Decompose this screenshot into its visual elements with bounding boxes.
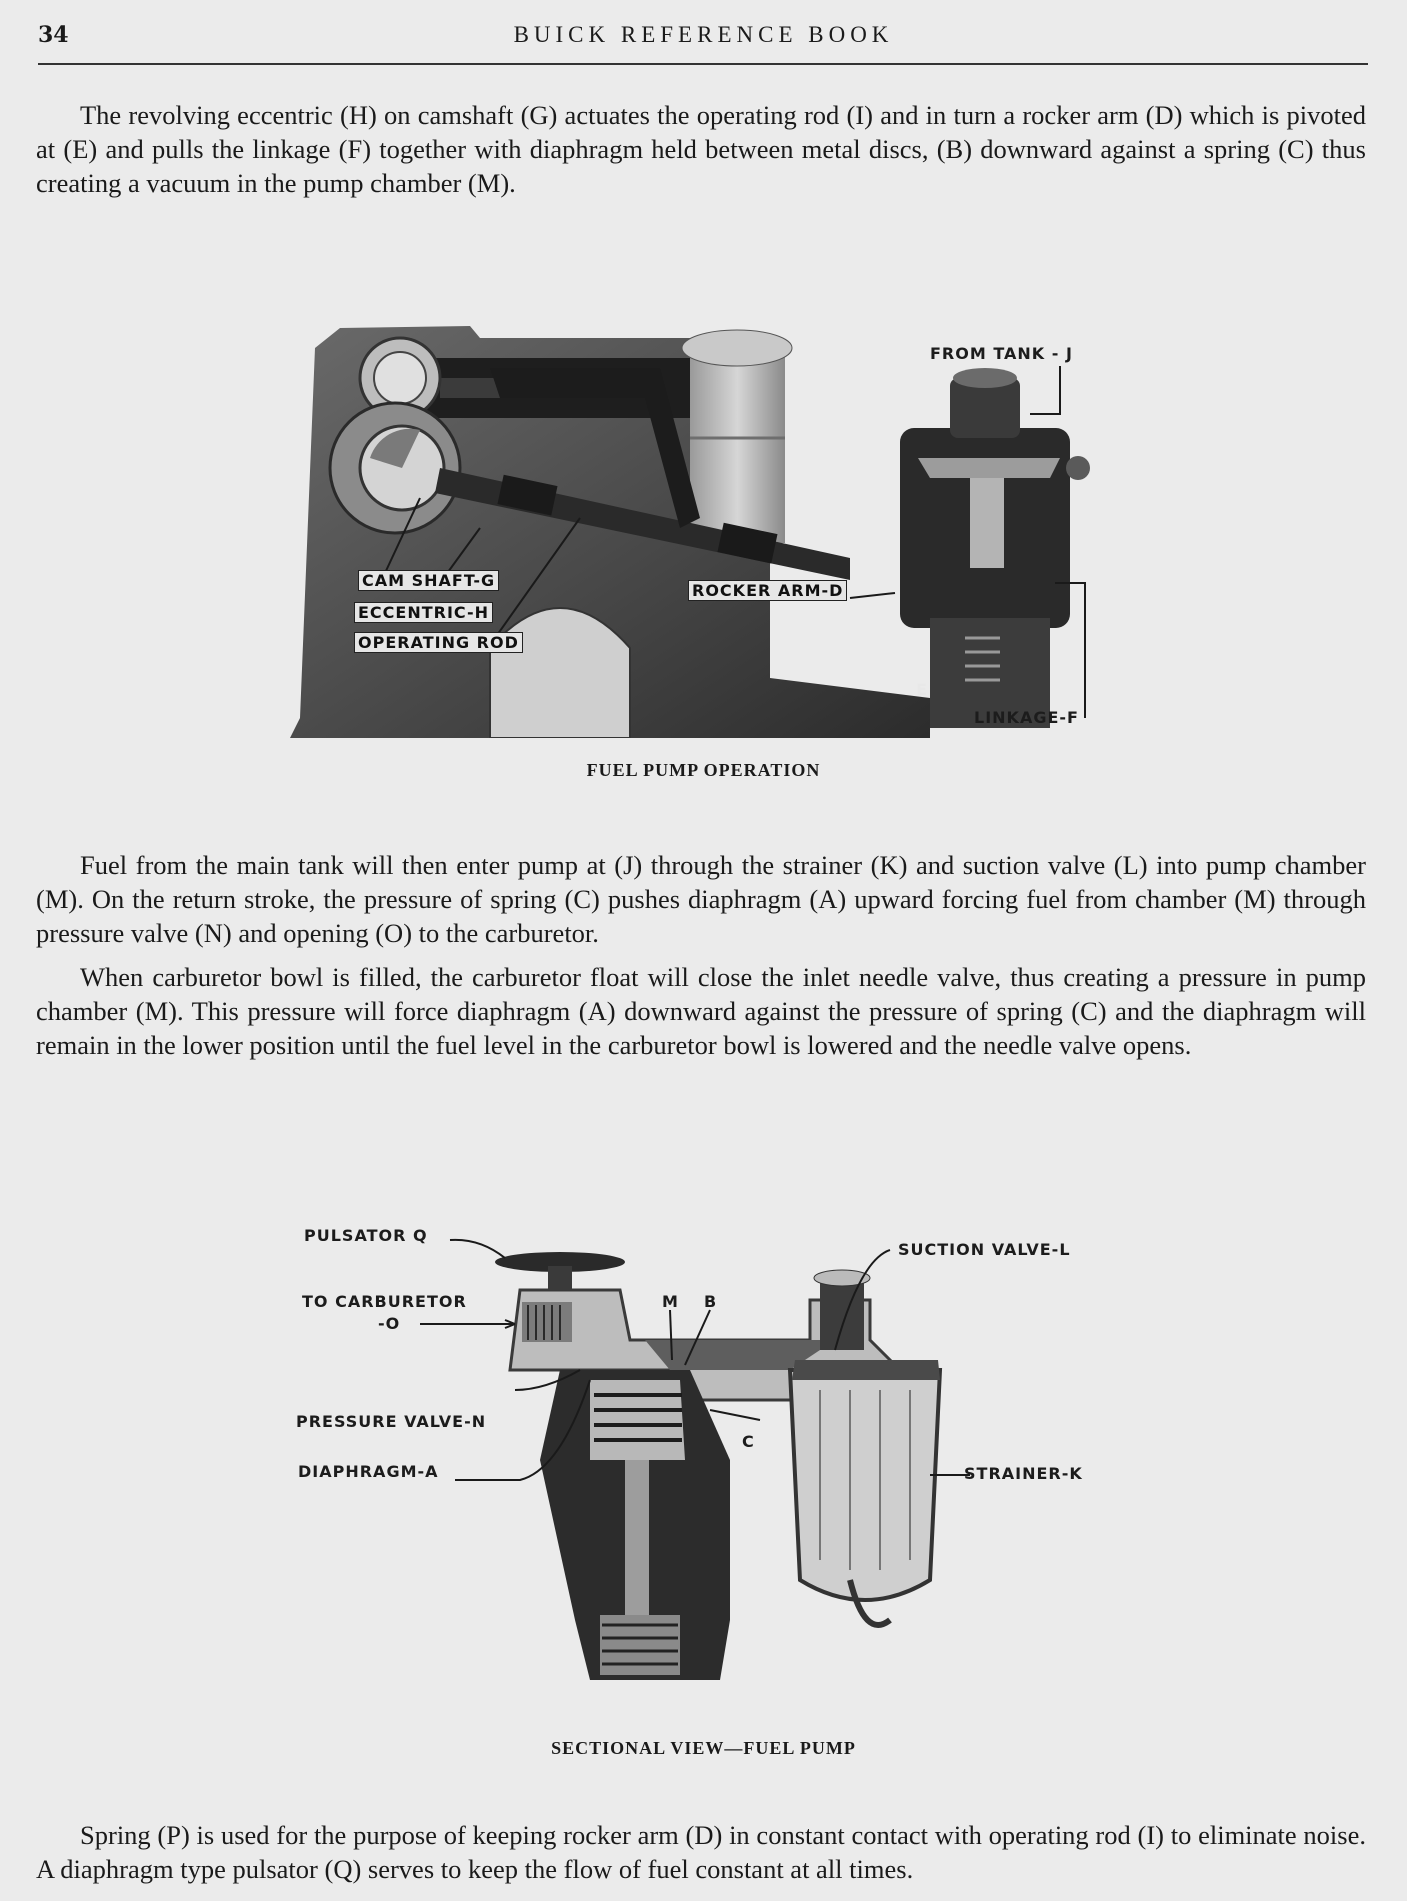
label-b: B [704,1292,718,1311]
label-pulsator: PULSATOR Q [304,1226,428,1245]
paragraph-eccentric: The revolving eccentric (H) on camshaft (G) actuates the operating rod (I) and in turn a rocker arm (D) which is pivoted at (E) and pulls the linkage (F) together with diaphragm held between metal discs, (B) downward against a spring (C) thus creating a vacuum in the pump chamber (M). [36,100,1366,198]
sectional-view-figure [290,1220,1150,1690]
sectional-view-illustration [290,1220,1150,1690]
fuel-pump-operation-figure [290,318,1100,738]
running-head: BUICK REFERENCE BOOK [513,22,894,47]
header-rule [38,63,1368,65]
label-suction-valve: SUCTION VALVE-L [898,1240,1071,1259]
label-rocker-arm: ROCKER ARM-D [688,580,847,601]
label-o: -O [378,1314,401,1333]
label-operating-rod: OPERATING ROD [354,632,523,653]
figure2-caption: SECTIONAL VIEW—FUEL PUMP [551,1738,856,1758]
page-number: 34 [38,22,69,48]
label-linkage: LINKAGE-F [974,708,1079,727]
label-eccentric: ECCENTRIC-H [354,602,493,623]
label-c: C [742,1432,755,1451]
paragraph-fuel-entry: Fuel from the main tank will then enter pump at (J) through the strainer (K) and suction valve (L) into pump chamber (M). On the return stroke, the pressure of spring (C) pushes diaphragm (A) upward forcing fuel from chamber (M) through pressure valve (N) and opening (O) to the carburetor. [36,850,1366,948]
fuel-pump-operation-illustration [290,318,1100,738]
label-cam-shaft: CAM SHAFT-G [358,570,499,591]
paragraph-carburetor-bowl: When carburetor bowl is filled, the carburetor float will close the inlet needle valve, thus creating a pressure in pump chamber (M). This pressure will force diaphragm (A) downward against the pressure of spring (C) and the diaphragm will remain in the lower position until the fuel level in the carburetor bowl is lowered and the needle valve opens. [36,962,1366,1060]
label-to-carburetor: TO CARBURETOR [302,1292,467,1311]
label-e: E [916,680,928,699]
figure1-caption: FUEL PUMP OPERATION [586,760,821,780]
label-from-tank: FROM TANK - J [930,344,1073,363]
label-pressure-valve: PRESSURE VALVE-N [296,1412,487,1431]
label-diaphragm: DIAPHRAGM-A [298,1462,439,1481]
paragraph-spring-pulsator: Spring (P) is used for the purpose of keeping rocker arm (D) in constant contact with operating rod (I) to eliminate noise. A diaphragm type pulsator (Q) serves to keep the flow of fuel constant at all times. [36,1820,1366,1884]
label-strainer: STRAINER-K [964,1464,1083,1483]
label-m: M [662,1292,679,1311]
